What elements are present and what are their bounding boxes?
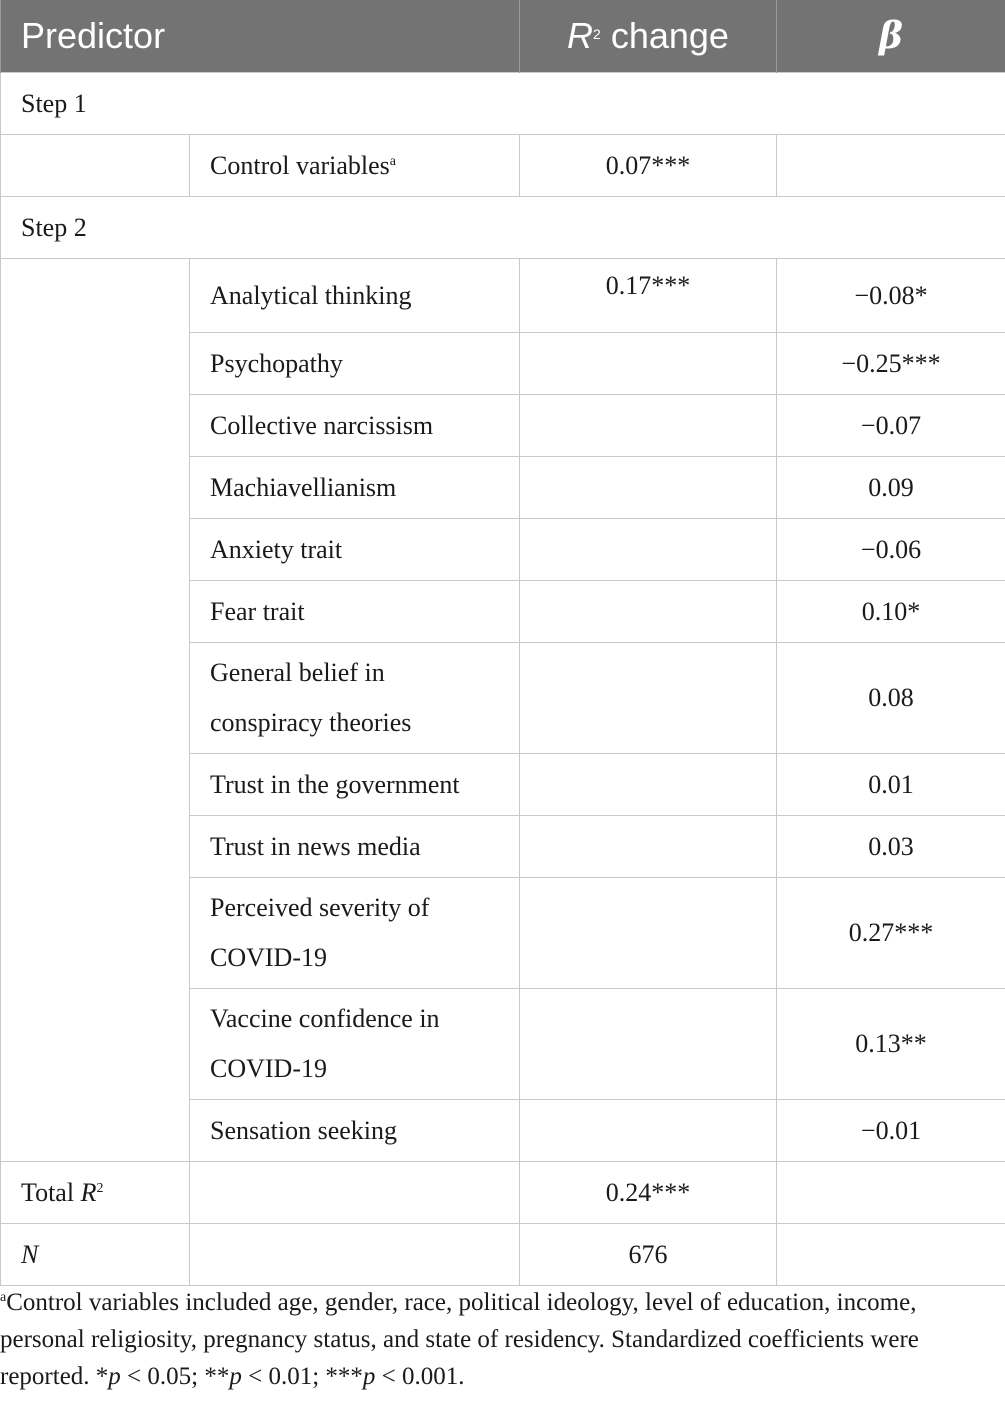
predictor-beta: 0.08 [777, 643, 1005, 754]
header-beta-symbol: β [879, 15, 903, 57]
table-row [1, 259, 1005, 333]
predictor-beta: 0.27*** [777, 878, 1005, 989]
predictor-beta: 0.01 [777, 754, 1005, 816]
predictor-name-line1: Perceived severity of [210, 893, 430, 922]
empty-cell [520, 519, 777, 581]
predictor-name: Trust in the government [190, 754, 520, 816]
predictor-beta: −0.25*** [777, 333, 1005, 395]
header-predictor: Predictor [1, 0, 520, 73]
empty-cell [520, 754, 777, 816]
step2-label: Step 2 [1, 197, 1005, 259]
empty-cell [520, 1100, 777, 1162]
empty-cell [190, 1224, 520, 1286]
footnote-text: < 0.05; ** [120, 1363, 230, 1390]
empty-cell [777, 1162, 1005, 1224]
control-variables-label [190, 135, 520, 197]
predictor-name-line2: conspiracy theories [210, 708, 412, 737]
footnote-text: < 0.001. [375, 1363, 465, 1390]
footnote-text: < 0.01; *** [241, 1363, 363, 1390]
predictor-name: Anxiety trait [190, 519, 520, 581]
predictor-beta: −0.08* [777, 259, 1005, 333]
footnote-marker: a [0, 1290, 7, 1305]
step2-r2: 0.17*** [520, 259, 777, 333]
footnote-text: Control variables included age, gender, race, political ideology, level of education, income, personal religiosity, pregnancy status, and state of residency. Standardized coefficients were reported. * [0, 1289, 919, 1390]
footnote-p: p [229, 1363, 242, 1390]
step1-label: Step 1 [1, 73, 1005, 135]
predictor-name-line2: COVID-19 [210, 943, 327, 972]
empty-cell [777, 135, 1005, 197]
empty-cell [520, 878, 777, 989]
predictor-name: Fear trait [190, 581, 520, 643]
total-r2-value: 0.24*** [520, 1162, 777, 1224]
total-r2-label [1, 1162, 190, 1224]
predictor-name: Sensation seeking [190, 1100, 520, 1162]
empty-cell [520, 581, 777, 643]
predictor-name [190, 878, 520, 989]
step2-row [1, 197, 1005, 259]
empty-cell [190, 1162, 520, 1224]
footnote-p: p [362, 1363, 376, 1390]
total-r-letter: R [80, 1177, 97, 1207]
table-footnote [0, 1284, 1005, 1395]
n-label: N [1, 1224, 190, 1286]
predictor-name: Analytical thinking [190, 259, 520, 333]
step1-row [1, 73, 1005, 135]
total-label-text: Total [21, 1177, 81, 1207]
header-r2-letter: R [567, 15, 594, 56]
predictor-beta: −0.06 [777, 519, 1005, 581]
predictor-name: Trust in news media [190, 816, 520, 878]
predictor-name-line1: General belief in [210, 658, 385, 687]
empty-cell [520, 643, 777, 754]
predictor-name: Machiavellianism [190, 457, 520, 519]
predictor-beta: −0.01 [777, 1100, 1005, 1162]
empty-cell [520, 333, 777, 395]
empty-cell [1, 135, 190, 197]
n-row [1, 1224, 1005, 1286]
empty-cell [520, 395, 777, 457]
predictor-name-line1: Vaccine confidence in [210, 1004, 440, 1033]
empty-cell [777, 1224, 1005, 1286]
predictor-name [190, 989, 520, 1100]
header-r2-sup: 2 [593, 26, 601, 42]
header-r2-word: change [600, 15, 729, 56]
predictor-beta: 0.03 [777, 816, 1005, 878]
predictor-beta: 0.09 [777, 457, 1005, 519]
empty-cell [520, 816, 777, 878]
table-header-row [1, 0, 1005, 73]
predictor-name-line2: COVID-19 [210, 1054, 327, 1083]
control-variables-r2: 0.07*** [520, 135, 777, 197]
predictor-beta: −0.07 [777, 395, 1005, 457]
empty-cell [520, 457, 777, 519]
empty-cell [520, 989, 777, 1100]
total-r2-row [1, 1162, 1005, 1224]
header-beta [777, 0, 1005, 73]
predictor-name: Psychopathy [190, 333, 520, 395]
control-variables-text: Control variables [210, 150, 390, 180]
predictor-name: Collective narcissism [190, 395, 520, 457]
control-variables-row [1, 135, 1005, 197]
footnote-p: p [108, 1363, 121, 1390]
predictor-name [190, 643, 520, 754]
step2-indent-cell [1, 259, 190, 1162]
predictor-beta: 0.13** [777, 989, 1005, 1100]
n-value: 676 [520, 1224, 777, 1286]
total-r-sup: 2 [96, 1180, 104, 1196]
header-r2-change [520, 0, 777, 73]
control-variables-footnote-marker: a [389, 153, 397, 169]
predictor-beta: 0.10* [777, 581, 1005, 643]
